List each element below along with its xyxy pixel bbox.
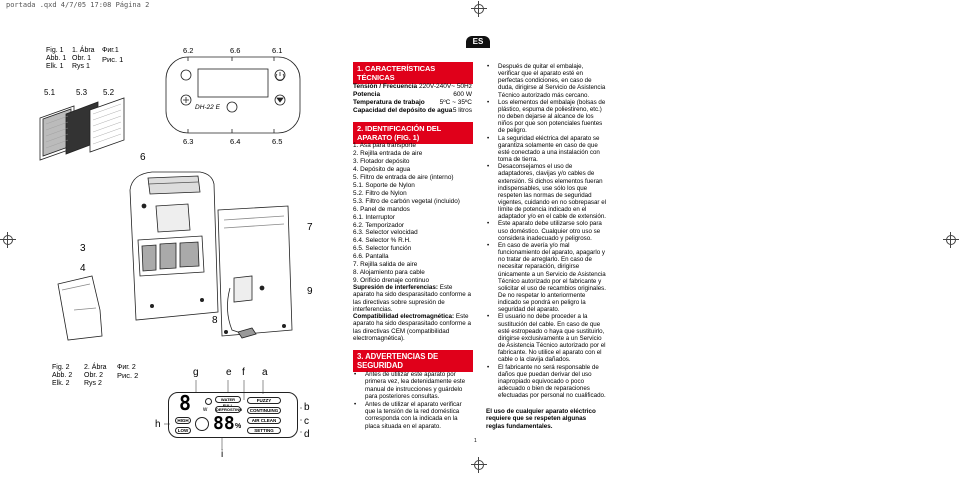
section-heading-specs: 1. CARACTERÍSTICAS TÉCNICAS (353, 62, 473, 84)
parts-list (353, 142, 478, 285)
emc-title: Compatibilidad electromagnética: (353, 313, 455, 320)
fig2-label-2: Abb. 2 (52, 372, 73, 379)
humidity-digits: 88 (213, 413, 235, 434)
part-item: 6.6. Pantalla (353, 253, 389, 261)
panel-label-6-3: 6.3 (183, 137, 194, 146)
display-label-h: h (155, 419, 161, 430)
spec-value: 220V-240V~ 50Hz (419, 83, 472, 90)
interference-title: Supresión de interferencias: (353, 284, 439, 291)
dehumidifier-illustration (52, 160, 332, 348)
part-item: 8. Alojamiento para cable (353, 269, 425, 277)
unit-label-9: 9 (307, 286, 313, 297)
fig1-label-4: 1. Ábra (72, 47, 95, 54)
fig1-label-2: Abb. 1 (46, 55, 67, 62)
safety-item: • Los elementos del embalaje (bolsas de plástico, espuma de poliestireno, etc.) no deben dejarse al alcance de los niños por que son potenciales fuentes de peligro. (486, 99, 606, 135)
spec-key: Temperatura de trabajo (353, 99, 425, 106)
filter-label-5-3: 5.3 (76, 88, 88, 97)
interference-paragraph (353, 284, 473, 314)
fig2-label-1: Fig. 2 (52, 364, 70, 371)
part-item: 6.3. Selector velocidad (353, 229, 418, 237)
part-item: 6.4. Selector % R.H. (353, 237, 411, 245)
filter-label-5-2: 5.2 (103, 88, 115, 97)
high-indicator: HIGH (175, 417, 191, 424)
safety-item: • Desaconsejamos el uso de adaptadores, clavijas y/o cables de extensión. Si dichos elementos fueran indispensables, use sólo los que respeten las normas de seguridad vigentes, cuidando en no sobrepasar el límite de potencia indicado en el adaptador y/o en el cable de extensión. (486, 163, 606, 220)
part-item: 6.5. Selector función (353, 245, 412, 253)
panel-label-6-1: 6.1 (272, 46, 283, 55)
part-item: 5.3. Filtro de carbón vegetal (incluido) (353, 197, 460, 205)
fig1-label-3: Elk. 1 (46, 63, 64, 70)
display-label-c: c (304, 416, 309, 427)
continuing-indicator: CONTINUING (247, 407, 281, 414)
display-label-a: a (262, 367, 268, 378)
panel-label-6-4: 6.4 (230, 137, 241, 146)
display-digit: 8 (179, 391, 192, 415)
fuzzy-indicator: FUZZY (247, 397, 281, 404)
safety-list-right (486, 63, 606, 399)
interference-text: Este aparato ha sido desparasitado conforme a las directivas sobre supresión de interferencias. (353, 284, 471, 314)
safety-item: • Este aparato debe utilizarse solo para uso doméstico. Cualquier otro uso se considera inadecuado y peligroso. (486, 220, 606, 241)
low-indicator: LOW (175, 427, 191, 434)
fig2-label-6: Rys 2 (84, 380, 102, 387)
part-item: 5.1. Soporte de Nylon (353, 181, 415, 189)
filter-illustration (32, 96, 142, 166)
part-item: 6. Panel de mandos (353, 205, 410, 213)
page-number: 1 (474, 438, 477, 444)
display-label-f: f (242, 367, 245, 378)
spec-key: Potencia (353, 91, 381, 98)
safety-item: • Después de quitar el embalaje, verificar que el aparato esté en perfectas condiciones, en caso de duda, dirigirse al Servicio de Asistencia Técnico autorizado más cercano. (486, 63, 606, 99)
spec-value: 5 litros (452, 107, 472, 114)
display-label-i: i (221, 449, 224, 460)
unit-label-3: 3 (80, 243, 86, 254)
safety-item: • La seguridad eléctrica del aparato se garantiza solamente en caso de que esté conectado a una instalación con toma de tierra. (486, 135, 606, 164)
defrosting-indicator: DEFROSTING (216, 407, 243, 412)
language-tab-es: ES (466, 36, 490, 48)
display-label-g: g (193, 367, 199, 378)
part-item: 9. Orificio drenaje continuo (353, 277, 430, 285)
fig2-label-5: Obr. 2 (84, 372, 104, 379)
part-item: 6.1. Interruptor (353, 213, 395, 221)
spec-row-capacity (353, 107, 472, 114)
display-label-e: e (226, 367, 232, 378)
fig2-label-7: Фиг. 2 (117, 364, 136, 371)
fig1-label-8: Рис. 1 (102, 55, 124, 64)
spec-key: Capacidad del depósito de agua (353, 107, 453, 114)
air-clean-indicator: AIR CLEAN (247, 417, 281, 424)
panel-label-6-2: 6.2 (183, 46, 194, 55)
print-header: portada .qxd 4/7/05 17:08 Página 2 (6, 1, 150, 9)
registration-mark-bottom (471, 457, 487, 473)
unit-label-6: 6 (140, 152, 146, 163)
spec-value: 5ºC ~ 35ºC (439, 99, 472, 106)
fig2-label-4: 2. Ábra (84, 364, 107, 371)
filter-label-5-1: 5.1 (44, 88, 56, 97)
safety-item: • Antes de utilizar el aparato verificar que la tensión de la red doméstica corresponda con la indicada en la placa situada en el aparato. (353, 401, 473, 431)
safety-item: • El usuario no debe proceder a la sustitución del cable. En caso de que esté estropeado o haya que sustituirlo, dirigirse exclusivamente a un Servicio de Asistencia Técnico autorizado por el fabricante. No utilice el aparato con el cable o la clavija dañados. (486, 313, 606, 363)
registration-mark-right (943, 232, 959, 248)
unit-label-4: 4 (80, 263, 86, 274)
part-item: 3. Flotador depósito (353, 157, 410, 165)
control-panel-illustration (164, 55, 304, 137)
display-leader-lines (160, 380, 320, 455)
unit-label-8: 8 (212, 315, 218, 326)
part-item: 2. Rejilla entrada de aire (353, 149, 423, 157)
section-heading-safety: 3. ADVERTENCIAS DE SEGURIDAD (353, 350, 473, 372)
safety-item: • En caso de avería y/o mal funcionamiento del aparato, apagarlo y no tratar de arreglarlo. En caso de necesitar reparación, dirigirse únicamente a un Servicio de Asistencia Técnico autorizado por el fabricante y solicitar el uso de recambios originales. De no respetar lo anteriormente indicado se pondrá en peligro la seguridad del aparato. (486, 242, 606, 314)
panel-label-6-5: 6.5 (272, 137, 283, 146)
water-full-indicator: WATER FULL (215, 396, 241, 403)
registration-mark-left (0, 232, 16, 248)
display-label-b: b (304, 402, 310, 413)
part-item: 7. Rejilla salida de aire (353, 261, 418, 269)
fig2-label-3: Elk. 2 (52, 380, 70, 387)
fig1-label-5: Obr. 1 (72, 55, 92, 62)
fig1-label-6: Rys 1 (72, 63, 90, 70)
setting-indicator: SETTING (247, 427, 281, 434)
emc-text: Este aparato ha sido desparasitado conforme a las directivas CEM (compatibilidad electromagnética). (353, 313, 471, 343)
part-item: 1. Asa para transporte (353, 142, 416, 149)
spec-key: Tensión / Frecuencia (353, 83, 418, 90)
emc-paragraph (353, 313, 473, 343)
percent-sign: % (235, 423, 242, 430)
spec-row-voltage (353, 83, 472, 90)
model-label: DH-22 E (195, 104, 220, 111)
display-label-d: d (304, 429, 310, 440)
part-item: 5. Filtro de entrada de aire (interno) (353, 173, 454, 181)
display-w: w (203, 407, 208, 413)
spec-row-temperature (353, 99, 472, 106)
part-item: 4. Depósito de agua (353, 165, 411, 173)
spec-value: 600 W (453, 91, 472, 98)
fundamental-rules-note: El uso de cualquier aparato eléctrico requiere que se respeten algunas reglas fundamentales. (486, 408, 596, 430)
registration-mark-top (471, 1, 487, 17)
safety-list-left (353, 371, 473, 430)
fig1-label-7: Фиг.1 (102, 47, 119, 54)
section-heading-identification: 2. IDENTIFICACIÓN DEL APARATO (FIG. 1) (353, 122, 473, 144)
safety-item: • El fabricante no será responsable de daños que puedan derivar del uso inapropiado equivocado o poco adecuado o bien de reparaciones efectuadas por personal no cualificado. (486, 364, 606, 400)
fig1-label-1: Fig. 1 (46, 47, 64, 54)
part-item: 6.2. Temporizador (353, 221, 405, 229)
part-item: 5.2. Filtro de Nylon (353, 189, 407, 197)
fig2-label-8: Рис. 2 (117, 371, 139, 380)
safety-item: • Antes de utilizar este aparato por primera vez, lea detenidamente este manual de instrucciones y guárdelo para posteriores consultas. (353, 371, 473, 401)
unit-label-7: 7 (307, 222, 313, 233)
spec-row-power (353, 91, 472, 98)
panel-label-6-6: 6.6 (230, 46, 241, 55)
